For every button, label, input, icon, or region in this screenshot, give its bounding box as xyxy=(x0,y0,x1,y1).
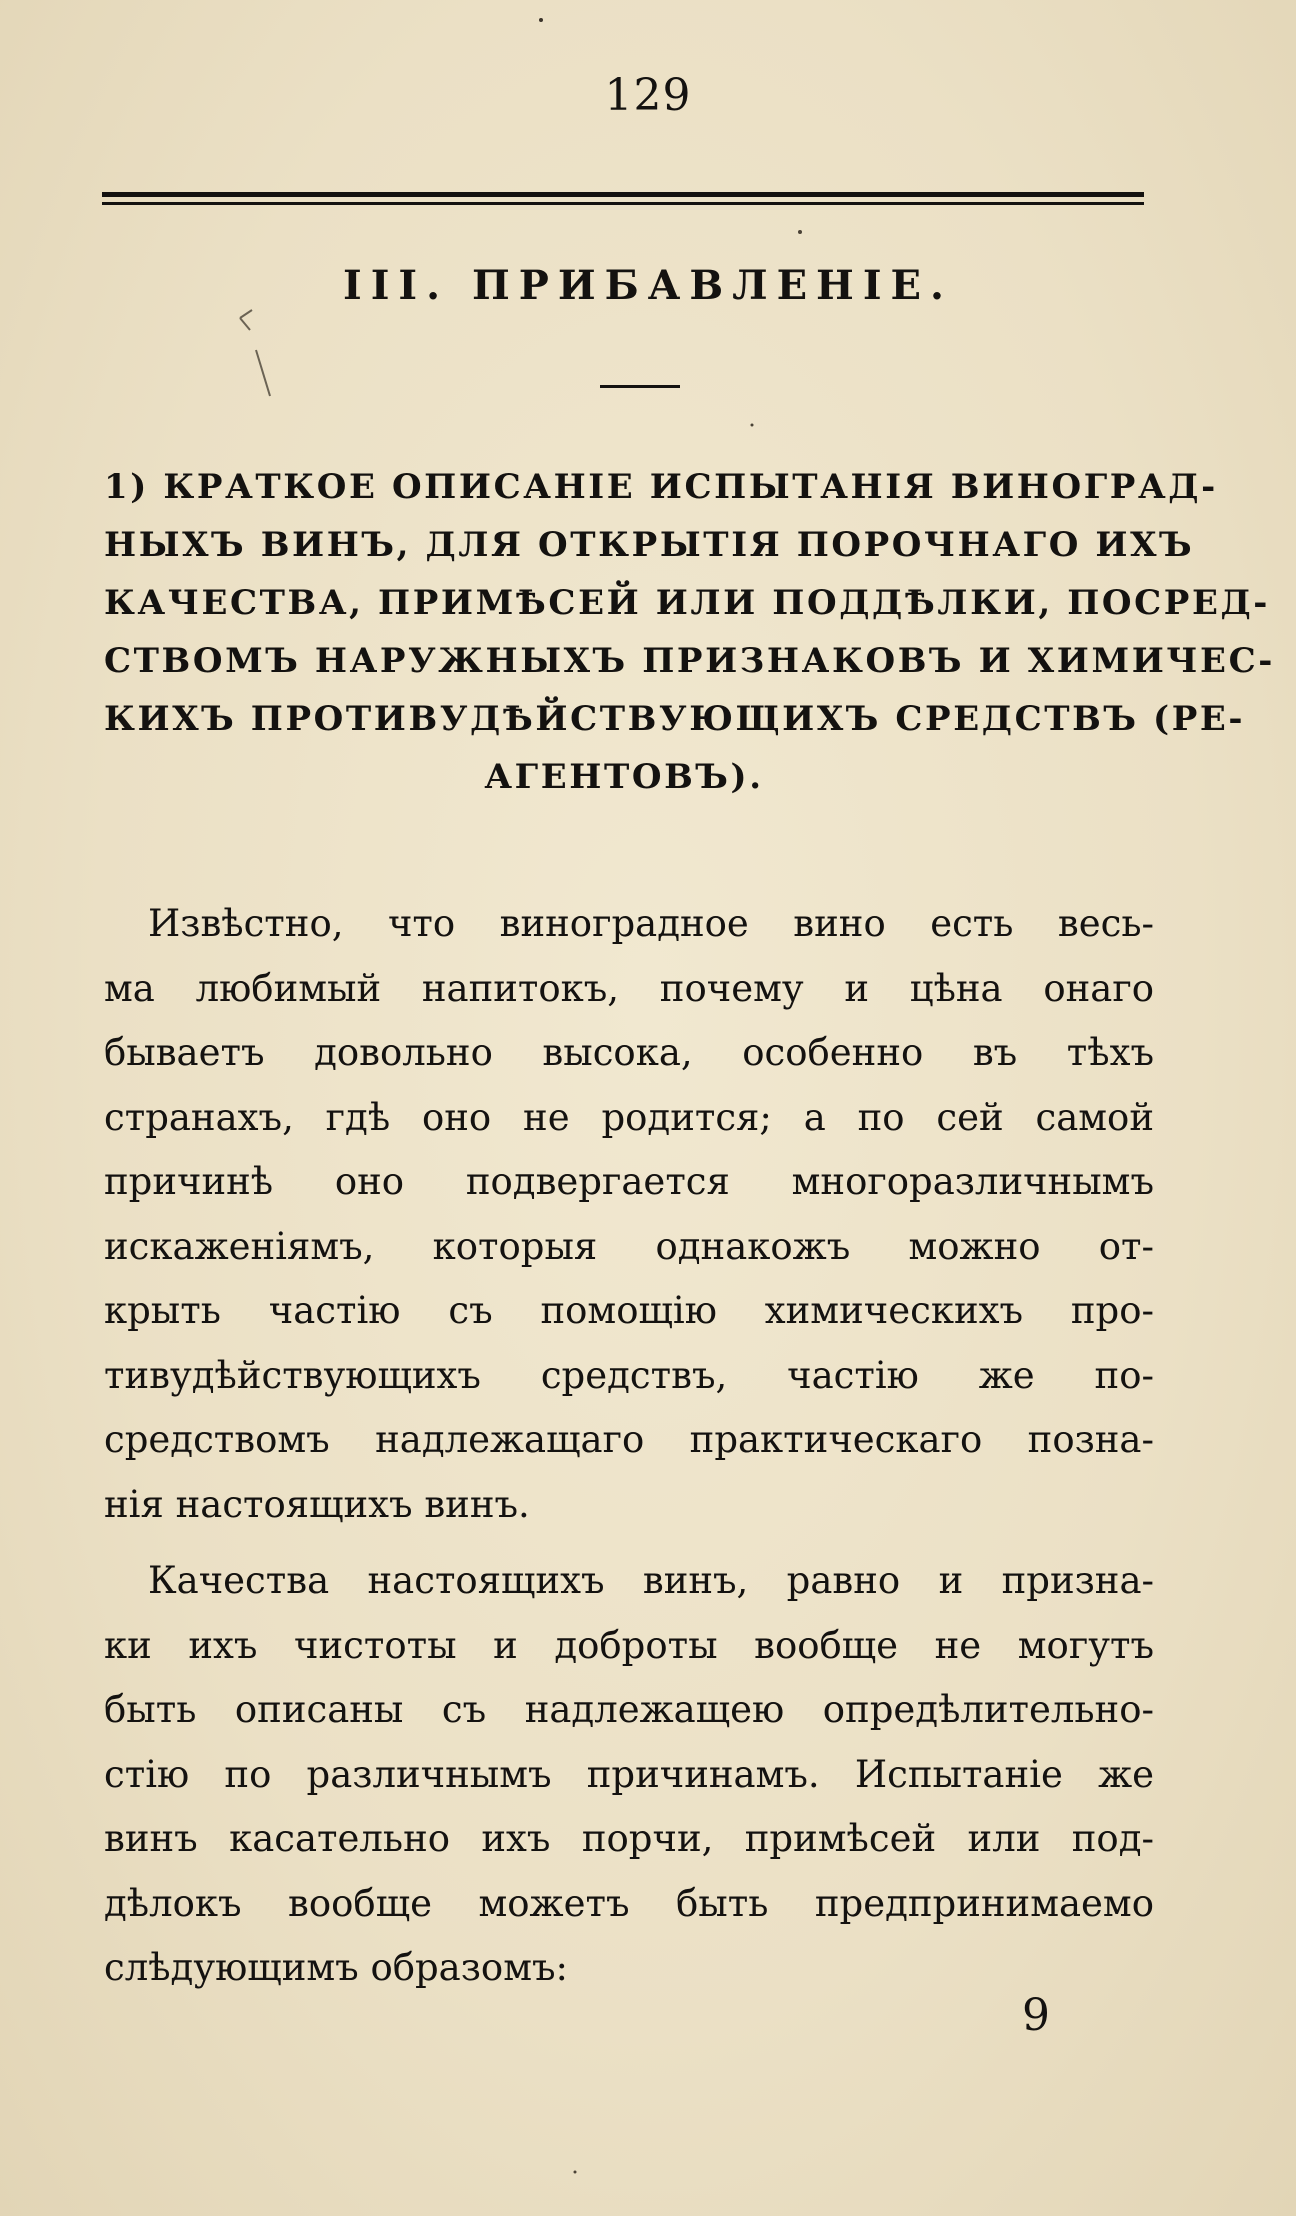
paragraph-1-line: странахъ, гдѣ оно не родится; а по сей самой xyxy=(104,1095,1154,1139)
ink-speck xyxy=(539,18,543,22)
paragraph-1-line: крыть частію съ помощію химическихъ про- xyxy=(104,1289,1154,1332)
paragraph-2-line: быть описаны съ надлежащею опредѣлительно- xyxy=(104,1688,1154,1731)
ink-stroke-mark xyxy=(256,350,270,396)
paragraph-2-line: стію по различнымъ причинамъ. Испытаніе же xyxy=(104,1752,1154,1796)
paragraph-1-line: искаженіямъ, которыя однакожъ можно от- xyxy=(104,1224,1154,1268)
ink-speck xyxy=(574,2171,577,2174)
heading-line: КИХЪ ПРОТИВУДѢЙСТВУЮЩИХЪ СРЕДСТВЪ (РЕ- xyxy=(104,699,1246,739)
paragraph-2-line: ки ихъ чистоты и доброты вообще не могутъ xyxy=(104,1623,1154,1667)
paragraph-1-line: средствомъ надлежащаго практическаго позна- xyxy=(104,1418,1154,1461)
paragraph-1-line: бываетъ довольно высока, особенно въ тѣхъ xyxy=(104,1031,1154,1074)
paragraph-2-line: слѣдующимъ образомъ: xyxy=(104,1946,568,1989)
heading-line: КАЧЕСТВА, ПРИМѢСЕЙ ИЛИ ПОДДѢЛКИ, ПОСРЕД- xyxy=(104,583,1271,623)
paragraph-2-line: винъ касательно ихъ порчи, примѣсей или под- xyxy=(104,1817,1154,1860)
ink-speck xyxy=(798,230,802,234)
heading-line: НЫХЪ ВИНЪ, ДЛЯ ОТКРЫТІЯ ПОРОЧНАГО ИХЪ xyxy=(104,525,1195,565)
ink-stroke-mark xyxy=(240,310,252,330)
paragraph-1-line: ма любимый напитокъ, почему и цѣна онаго xyxy=(104,966,1154,1010)
signature-mark: 9 xyxy=(1022,1990,1050,2041)
heading-line: 1) КРАТКОЕ ОПИСАНІЕ ИСПЫТАНІЯ ВИНОГРАД- xyxy=(104,467,1218,507)
paragraph-2-line: Качества настоящихъ винъ, равно и призна- xyxy=(148,1559,1154,1602)
heading-line: АГЕНТОВЪ). xyxy=(484,757,764,797)
paragraph-1-line: Извѣстно, что виноградное вино есть весь- xyxy=(148,902,1154,945)
paragraph-2-line: дѣлокъ вообще можетъ быть предпринимаемо xyxy=(104,1881,1154,1925)
paragraph-1-line: причинѣ оно подвергается многоразличнымъ xyxy=(104,1160,1154,1203)
ink-speck xyxy=(751,424,754,427)
paragraph-1-line: нія настоящихъ винъ. xyxy=(104,1482,530,1526)
paragraph-1-line: тивудѣйствующихъ средствъ, частію же по- xyxy=(104,1353,1154,1397)
page-number: 129 xyxy=(604,70,692,121)
section-title: III. ПРИБАВЛЕНІЕ. xyxy=(343,262,953,309)
heading-line: СТВОМЪ НАРУЖНЫХЪ ПРИЗНАКОВЪ И ХИМИЧЕС- xyxy=(104,641,1275,681)
